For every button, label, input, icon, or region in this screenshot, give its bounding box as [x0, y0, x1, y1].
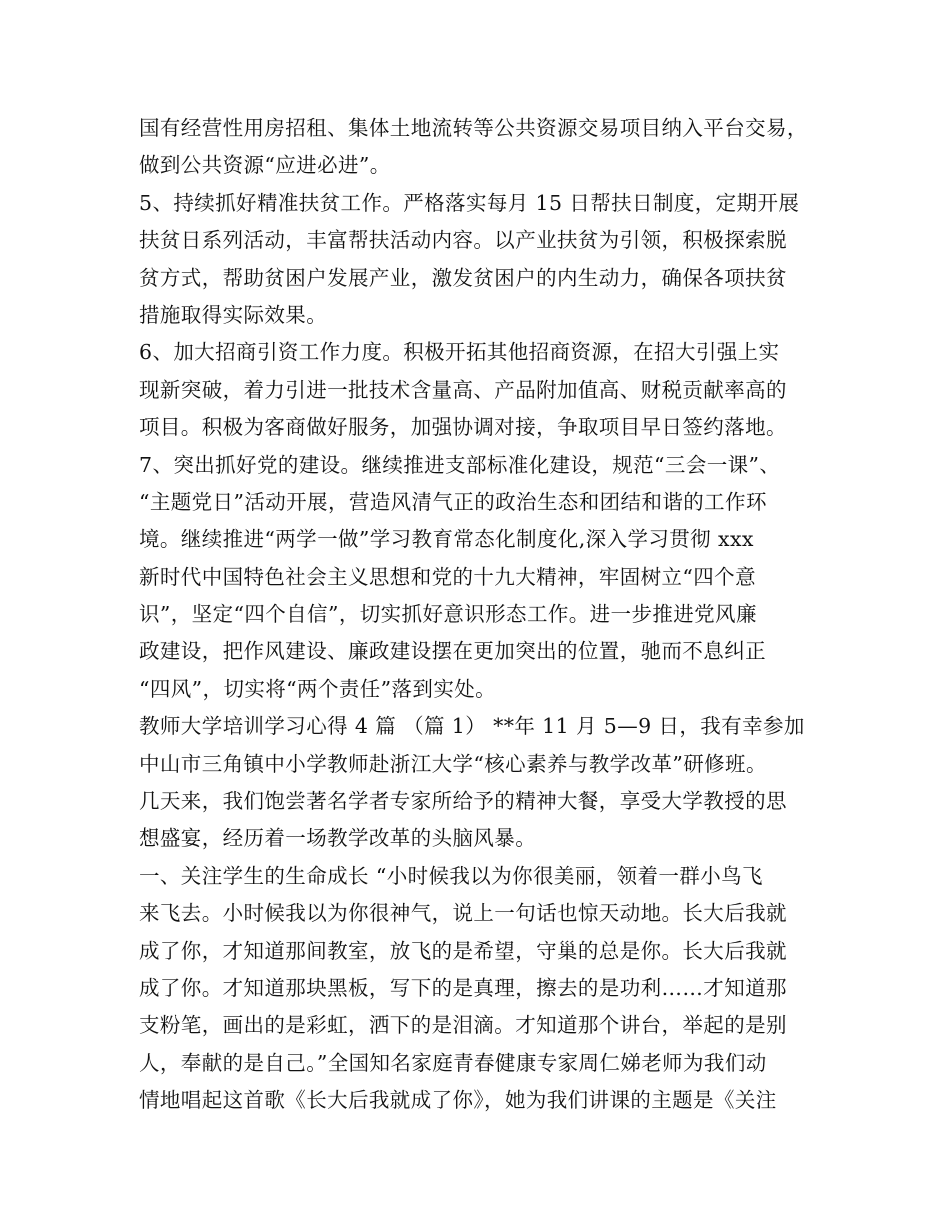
- text-line: 扶贫日系列活动，丰富帮扶活动内容。以产业扶贫为引领，积极探索脱: [139, 228, 787, 253]
- text-line: 一、关注学生的生命成长 “小时候我以为你很美丽，领着一群小鸟飞: [139, 863, 763, 888]
- text-line: 政建设，把作风建设、廉政建设摆在更加突出的位置，驰而不息纠正: [139, 639, 766, 664]
- text-line: “四风”，切实将“两个责任”落到实处。: [139, 676, 497, 701]
- text-line: 国有经营性用房招租、集体土地流转等公共资源交易项目纳入平台交易，: [139, 116, 808, 140]
- text-line: 支粉笔，画出的是彩虹，洒下的是泪滴。才知道那个讲台，举起的是别: [139, 1013, 787, 1038]
- text-line: 教师大学培训学习心得 4 篇 （篇 1） **年 11 月 5—9 日，我有幸参加: [139, 714, 805, 739]
- text-line: 项目。积极为客商做好服务，加强协调对接，争取项目早日签约落地。: [139, 415, 787, 440]
- text-line: 新时代中国特色社会主义思想和党的十九大精神，牢固树立“四个意: [139, 564, 756, 589]
- text-line: 措施取得实际效果。: [139, 302, 328, 327]
- text-line: 成了你，才知道那间教室，放飞的是希望，守巢的总是你。长大后我就: [139, 938, 787, 963]
- text-line: “主题党日”活动开展，营造风清气正的政治生态和团结和谐的工作环: [139, 489, 767, 514]
- text-line: 情地唱起这首歌《长大后我就成了你》，她为我们讲课的主题是《关注: [139, 1088, 777, 1113]
- text-line: 5、持续抓好精准扶贫工作。严格落实每月 15 日帮扶日制度，定期开展: [139, 190, 800, 215]
- text-line: 现新突破，着力引进一批技术含量高、产品附加值高、财税贡献率高的: [139, 377, 787, 402]
- text-line: 几天来，我们饱尝著名学者专家所给予的精神大餐，享受大学教授的思: [139, 789, 787, 814]
- document-text: [139, 110, 819, 1120]
- text-line: 7、突出抓好党的建设。继续推进支部标准化建设，规范“三会一课”、: [139, 452, 781, 477]
- text-line: 成了你。才知道那块黑板，写下的是真理，擦去的是功利……才知道那: [139, 975, 787, 1000]
- text-line: 识”，坚定“四个自信”，切实抓好意识形态工作。进一步推进党风廉: [139, 602, 757, 627]
- text-line: 想盛宴，经历着一场教学改革的头脑风暴。: [139, 826, 537, 851]
- text-line: 人，奉献的是自己。”全国知名家庭青春健康专家周仁娣老师为我们动: [139, 1050, 767, 1075]
- text-line: 中山市三角镇中小学教师赴浙江大学“核心素养与教学改革”研修班。: [139, 751, 767, 776]
- text-line: 来飞去。小时候我以为你很神气，说上一句话也惊天动地。长大后我就: [139, 901, 787, 926]
- text-line: 贫方式，帮助贫困户发展产业，激发贫困户的内生动力，确保各项扶贫: [139, 265, 787, 290]
- text-line: 做到公共资源“应进必进”。: [139, 153, 391, 178]
- text-line: 境。继续推进“两学一做”学习教育常态化制度化,深入学习贯彻 xxx: [139, 527, 754, 552]
- text-line: 6、加大招商引资工作力度。积极开拓其他招商资源，在招大引强上实: [139, 340, 780, 365]
